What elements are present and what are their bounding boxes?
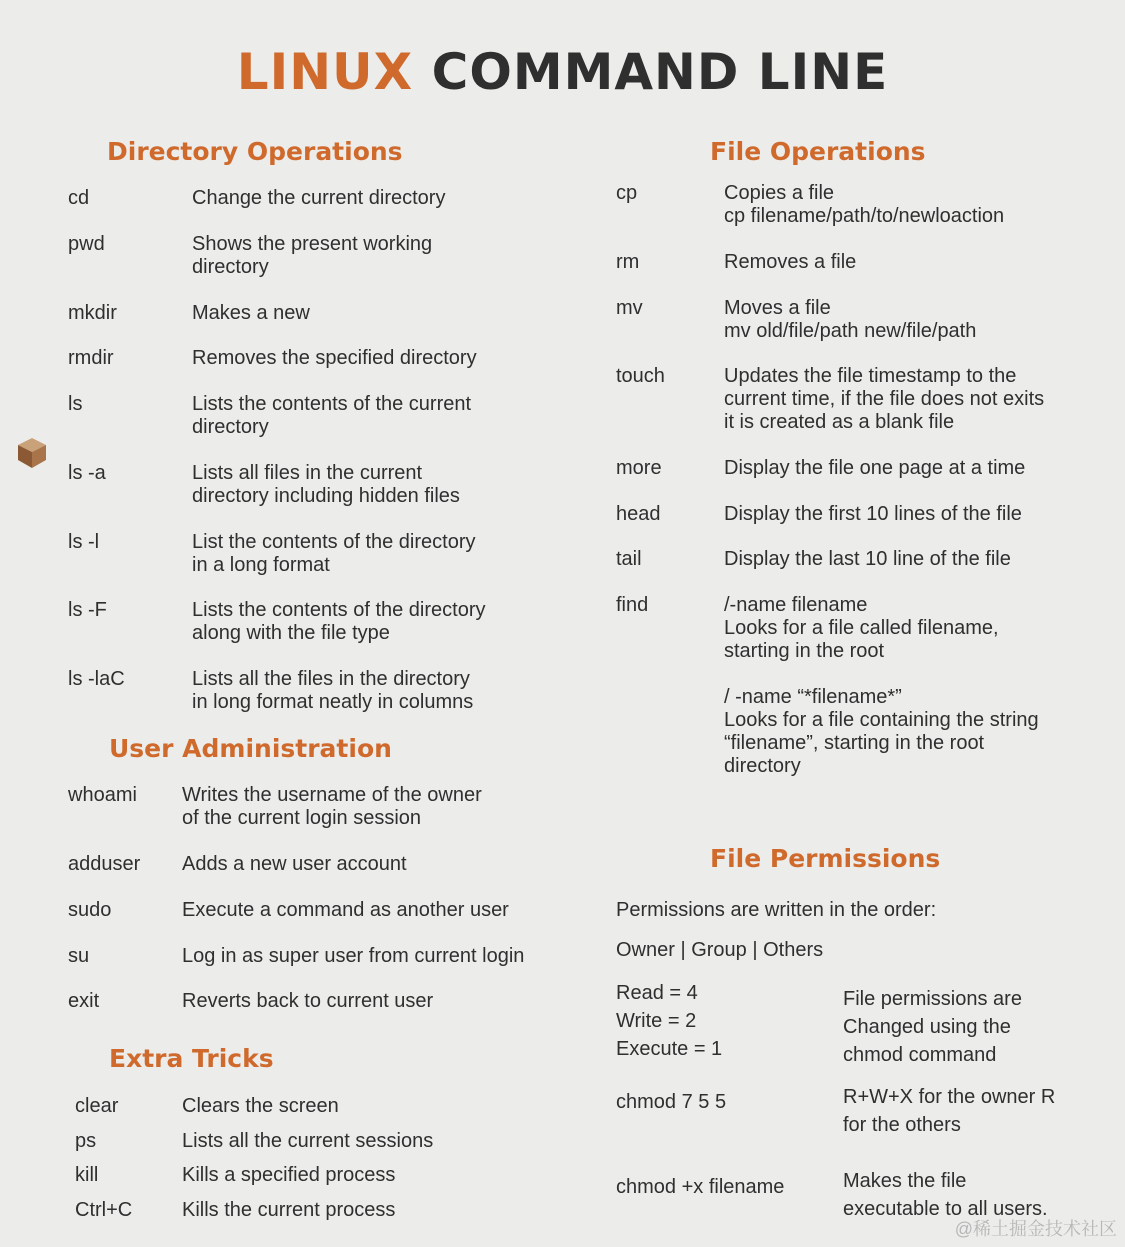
extra-cmd-ps: ps bbox=[75, 1130, 97, 1152]
perm-cmd-chmod-x: chmod +x filename bbox=[616, 1176, 785, 1198]
extra-desc-ps bbox=[182, 1130, 433, 1153]
desc-line: Lists the contents of the current bbox=[192, 393, 472, 415]
dir-desc-ls-lac bbox=[192, 668, 473, 714]
extra-cmd-ctrl-c: Ctrl+C bbox=[75, 1199, 133, 1221]
user-desc-su bbox=[182, 945, 524, 968]
user-desc-exit bbox=[182, 990, 433, 1013]
extra-desc-ctrl-c bbox=[182, 1199, 395, 1222]
title-command-line: COMMAND LINE bbox=[431, 43, 889, 101]
desc-line: Shows the present working bbox=[192, 233, 433, 255]
desc-line: Change the current directory bbox=[192, 187, 446, 209]
user-desc-sudo bbox=[182, 899, 509, 922]
note-line: File permissions are bbox=[843, 988, 1022, 1010]
desc-line: directory bbox=[724, 755, 801, 777]
file-cmd-rm: rm bbox=[616, 251, 640, 273]
permission-value: Execute = 1 bbox=[616, 1038, 723, 1060]
dir-desc-ls bbox=[192, 393, 471, 439]
desc-line: Makes the file bbox=[843, 1170, 967, 1192]
watermark: @稀土掘金技术社区 bbox=[954, 1219, 1117, 1239]
permission-value: Write = 2 bbox=[616, 1010, 697, 1032]
perm-cmd-chmod-755: chmod 7 5 5 bbox=[616, 1091, 727, 1113]
user-cmd-exit: exit bbox=[68, 990, 100, 1012]
file-desc-more bbox=[724, 457, 1025, 480]
dir-desc-rmdir bbox=[192, 347, 477, 370]
desc-line: Looks for a file called filename, bbox=[724, 617, 999, 639]
cube-icon bbox=[15, 436, 49, 470]
file-desc-find bbox=[724, 594, 999, 663]
desc-line: Removes the specified directory bbox=[192, 347, 477, 369]
desc-line: Copies a file bbox=[724, 182, 835, 204]
file-cmd-cp: cp bbox=[616, 182, 638, 204]
user-administration-heading: User Administration bbox=[109, 734, 392, 763]
desc-line: Looks for a file containing the string bbox=[724, 709, 1039, 731]
desc-line: Lists all files in the current bbox=[192, 462, 423, 484]
desc-line: in a long format bbox=[192, 554, 330, 576]
dir-cmd-ls-lac: ls -laC bbox=[68, 668, 125, 690]
desc-line: directory bbox=[192, 416, 269, 438]
extra-desc-kill bbox=[182, 1164, 395, 1187]
desc-line: Updates the file timestamp to the bbox=[724, 365, 1017, 387]
dir-cmd-rmdir: rmdir bbox=[68, 347, 114, 369]
permissions-order: Owner | Group | Others bbox=[616, 939, 824, 961]
user-desc-whoami bbox=[182, 784, 482, 830]
desc-line: Log in as super user from current login bbox=[182, 945, 525, 967]
dir-cmd-ls-f: ls -F bbox=[68, 599, 107, 621]
perm-desc-chmod-755 bbox=[843, 1083, 1055, 1139]
desc-line: of the current login session bbox=[182, 807, 422, 829]
note-line: chmod command bbox=[843, 1044, 997, 1066]
desc-line: Lists all the files in the directory bbox=[192, 668, 470, 690]
user-cmd-adduser: adduser bbox=[68, 853, 141, 875]
file-cmd-tail: tail bbox=[616, 548, 642, 570]
user-cmd-sudo: sudo bbox=[68, 899, 112, 921]
file-desc-tail bbox=[724, 548, 1011, 571]
desc-line: Execute a command as another user bbox=[182, 899, 509, 921]
desc-line: current time, if the file does not exits bbox=[724, 388, 1045, 410]
permissions-values-note bbox=[843, 985, 1022, 1069]
desc-line: Reverts back to current user bbox=[182, 990, 434, 1012]
title-linux: LINUX bbox=[236, 43, 414, 101]
desc-line: Display the file one page at a time bbox=[724, 457, 1026, 479]
user-desc-adduser bbox=[182, 853, 407, 876]
desc-line: “filename”, starting in the root bbox=[724, 732, 985, 754]
dir-desc-mkdir bbox=[192, 302, 310, 325]
desc-line: Display the first 10 lines of the file bbox=[724, 503, 1022, 525]
desc-line: directory including hidden files bbox=[192, 485, 460, 507]
permissions-values bbox=[616, 979, 722, 1063]
dir-cmd-ls-l: ls -l bbox=[68, 531, 100, 553]
file-desc-cp bbox=[724, 182, 1004, 228]
note-line: Changed using the bbox=[843, 1016, 1011, 1038]
desc-line: Makes a new bbox=[192, 302, 310, 324]
desc-line: List the contents of the directory bbox=[192, 531, 476, 553]
desc-line: R+W+X for the owner R bbox=[843, 1086, 1056, 1108]
extra-cmd-kill: kill bbox=[75, 1164, 99, 1186]
desc-line: Adds a new user account bbox=[182, 853, 407, 875]
desc-line: it is created as a blank file bbox=[724, 411, 955, 433]
directory-operations-heading: Directory Operations bbox=[107, 137, 403, 166]
desc-line: Lists all the current sessions bbox=[182, 1130, 434, 1152]
extra-tricks-heading: Extra Tricks bbox=[109, 1044, 274, 1073]
dir-desc-ls-a bbox=[192, 462, 460, 508]
desc-line: starting in the root bbox=[724, 640, 885, 662]
desc-line: Lists the contents of the directory bbox=[192, 599, 486, 621]
extra-cmd-clear: clear bbox=[75, 1095, 119, 1117]
desc-line: Writes the username of the owner bbox=[182, 784, 482, 806]
dir-desc-ls-f bbox=[192, 599, 486, 645]
file-cmd-more: more bbox=[616, 457, 662, 479]
page-title bbox=[0, 42, 1125, 102]
desc-line: Moves a file bbox=[724, 297, 831, 319]
permission-value: Read = 4 bbox=[616, 982, 698, 1004]
dir-desc-ls-l bbox=[192, 531, 476, 577]
file-operations-heading: File Operations bbox=[710, 137, 926, 166]
desc-line: executable to all users. bbox=[843, 1198, 1048, 1220]
desc-line: Kills the current process bbox=[182, 1199, 396, 1221]
desc-line: directory bbox=[192, 256, 269, 278]
desc-line: for the others bbox=[843, 1114, 961, 1136]
file-desc-mv bbox=[724, 297, 976, 343]
file-cmd-head: head bbox=[616, 503, 661, 525]
file-desc-touch bbox=[724, 365, 1044, 434]
desc-line: cp filename/path/to/newloaction bbox=[724, 205, 1005, 227]
dir-cmd-ls: ls bbox=[68, 393, 83, 415]
user-cmd-whoami: whoami bbox=[68, 784, 137, 806]
file-cmd-mv: mv bbox=[616, 297, 643, 319]
desc-line: Clears the screen bbox=[182, 1095, 339, 1117]
permissions-intro: Permissions are written in the order: bbox=[616, 899, 937, 921]
desc-line: Removes a file bbox=[724, 251, 857, 273]
dir-desc-cd bbox=[192, 187, 445, 210]
file-desc-find-wildcard bbox=[724, 686, 1039, 778]
dir-cmd-pwd: pwd bbox=[68, 233, 105, 255]
file-desc-head bbox=[724, 503, 1022, 526]
extra-desc-clear bbox=[182, 1095, 339, 1118]
dir-cmd-ls-a: ls -a bbox=[68, 462, 106, 484]
desc-line: / -name “*filename*” bbox=[724, 686, 902, 708]
file-desc-rm bbox=[724, 251, 856, 274]
desc-line: in long format neatly in columns bbox=[192, 691, 474, 713]
user-cmd-su: su bbox=[68, 945, 90, 967]
desc-line: mv old/file/path new/file/path bbox=[724, 320, 977, 342]
file-cmd-touch: touch bbox=[616, 365, 665, 387]
dir-cmd-cd: cd bbox=[68, 187, 90, 209]
desc-line: Kills a specified process bbox=[182, 1164, 396, 1186]
file-permissions-heading: File Permissions bbox=[710, 844, 941, 873]
dir-cmd-mkdir: mkdir bbox=[68, 302, 117, 324]
desc-line: along with the file type bbox=[192, 622, 390, 644]
dir-desc-pwd bbox=[192, 233, 432, 279]
file-cmd-find: find bbox=[616, 594, 649, 616]
desc-line: /-name filename bbox=[724, 594, 868, 616]
desc-line: Display the last 10 line of the file bbox=[724, 548, 1011, 570]
